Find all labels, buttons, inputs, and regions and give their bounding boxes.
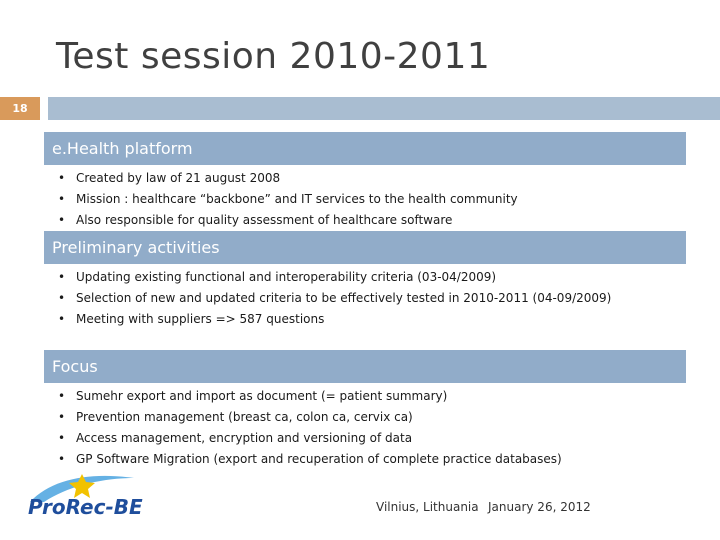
bullet-text: Prevention management (breast ca, colon ca, cervix ca) — [76, 410, 413, 424]
section-bullets-ehealth-platform — [58, 168, 518, 231]
section-heading-focus: Focus — [44, 350, 686, 384]
bullet-icon: • — [58, 431, 66, 445]
list-item — [58, 407, 562, 428]
bullet-text: Created by law of 21 august 2008 — [76, 171, 281, 185]
logo-text: ProRec-BE — [28, 495, 143, 519]
section-heading-preliminary-activities: Preliminary activities — [44, 231, 686, 265]
list-item — [58, 168, 518, 189]
list-item — [58, 210, 518, 231]
bullet-icon: • — [58, 213, 66, 227]
bullet-icon: • — [58, 312, 66, 326]
prorec-be-logo — [22, 468, 162, 520]
list-item — [58, 449, 562, 470]
list-item — [58, 267, 611, 288]
bullet-text: Sumehr export and import as document (= patient summary) — [76, 389, 448, 403]
list-item — [58, 309, 611, 330]
bullet-icon: • — [58, 192, 66, 206]
bullet-text: GP Software Migration (export and recuperation of complete practice databases) — [76, 452, 562, 466]
bullet-icon: • — [58, 171, 66, 185]
section-heading-ehealth-platform: e.Health platform — [44, 132, 686, 166]
bullet-text: Updating existing functional and interoperability criteria (03-04/2009) — [76, 270, 497, 284]
list-item — [58, 386, 562, 407]
list-item — [58, 189, 518, 210]
bullet-icon: • — [58, 270, 66, 284]
bullet-icon: • — [58, 389, 66, 403]
bullet-icon: • — [58, 291, 66, 305]
list-item — [58, 288, 611, 309]
bullet-icon: • — [58, 452, 66, 466]
list-item — [58, 428, 562, 449]
footer-location: Vilnius, Lithuania — [376, 500, 479, 514]
bullet-text: Also responsible for quality assessment of healthcare software — [76, 213, 453, 227]
bullet-text: Access management, encryption and versioning of data — [76, 431, 413, 445]
bullet-icon: • — [58, 410, 66, 424]
section-bullets-preliminary-activities — [58, 267, 611, 330]
title-rule — [48, 97, 720, 120]
bullet-text: Mission : healthcare “backbone” and IT services to the health community — [76, 192, 518, 206]
footer-date: January 26, 2012 — [488, 500, 591, 514]
bullet-text: Meeting with suppliers => 587 questions — [76, 312, 325, 326]
slide-number-badge: 18 — [0, 97, 40, 120]
slide-title: Test session 2010-2011 — [56, 36, 491, 77]
section-bullets-focus — [58, 386, 562, 470]
bullet-text: Selection of new and updated criteria to be effectively tested in 2010-2011 (04-09/2009) — [76, 291, 612, 305]
